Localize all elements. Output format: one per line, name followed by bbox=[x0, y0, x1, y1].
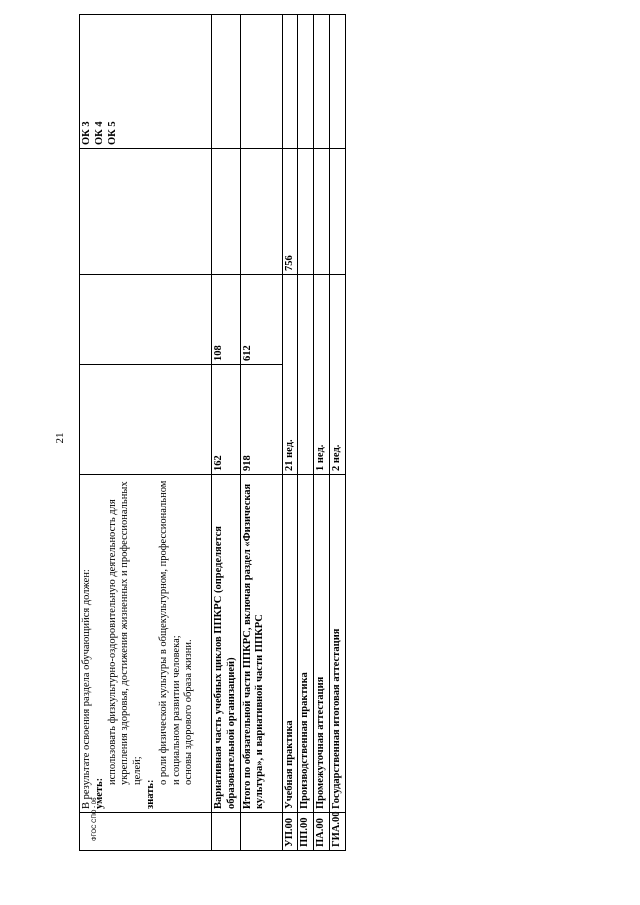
row-hours-max: 2 нед. bbox=[329, 275, 345, 475]
row-hours-max: 1 нед. bbox=[314, 275, 330, 475]
cell-empty bbox=[329, 15, 345, 149]
table-row bbox=[80, 15, 212, 851]
row-name: Вариативная часть учебных циклов ППКРС (определяется образовательной организацией) bbox=[212, 475, 241, 813]
cell-empty bbox=[240, 149, 282, 275]
znat-label: знать: bbox=[144, 779, 156, 809]
cell-empty bbox=[80, 365, 212, 475]
curriculum-table-rotated bbox=[79, 15, 347, 851]
row-name: Учебная практика bbox=[282, 475, 298, 813]
competency: ОК 4 bbox=[93, 121, 105, 145]
cell-empty bbox=[80, 275, 212, 365]
row-code: УП.00 bbox=[282, 813, 298, 851]
cell-code bbox=[80, 813, 212, 851]
competency: ОК 3 bbox=[81, 121, 92, 145]
intro-text: В результате освоения раздела обучающийся должен: bbox=[81, 569, 92, 809]
table-row bbox=[314, 15, 330, 851]
cell-empty bbox=[314, 149, 330, 275]
row-hours-max bbox=[282, 275, 298, 475]
table-row bbox=[240, 15, 282, 851]
row-hours-required: 612 bbox=[240, 275, 282, 365]
znat-text-1: о роли физической культуры в общекультурном, профессиональном и социальном развитии человека; bbox=[157, 480, 182, 785]
row-hours-max: 162 bbox=[212, 365, 241, 475]
table-row bbox=[282, 15, 298, 851]
page-number: 21 bbox=[54, 432, 66, 444]
cell-content bbox=[80, 475, 212, 813]
competency: ОК 5 bbox=[106, 121, 118, 145]
footer-code: ФГОС СПО - 06 bbox=[92, 797, 98, 841]
table-row bbox=[212, 15, 241, 851]
cell-empty bbox=[329, 149, 345, 275]
row-code: ПА.00 bbox=[314, 813, 330, 851]
cell-empty bbox=[212, 149, 241, 275]
row-code bbox=[240, 813, 282, 851]
znat-text-2: основы здорового образа жизни. bbox=[183, 639, 195, 785]
cell-empty bbox=[240, 15, 282, 149]
umet-label: уметь: bbox=[93, 777, 105, 809]
row-hours-required: 108 bbox=[212, 275, 241, 365]
row-hours-max: 918 bbox=[240, 365, 282, 475]
row-code bbox=[212, 813, 241, 851]
cell-empty bbox=[298, 149, 314, 275]
row-code: ГИА.00 bbox=[329, 813, 345, 851]
cell-empty bbox=[282, 15, 298, 149]
row-name: Итого по обязательной части ППКРС, включая раздел «Физическая культура», и вариативной части ППКРС bbox=[240, 475, 282, 813]
row-hours-max bbox=[298, 275, 314, 475]
curriculum-table bbox=[79, 14, 346, 851]
weeks-value: 21 нед. bbox=[283, 439, 295, 471]
row-name: Промежуточная аттестация bbox=[314, 475, 330, 813]
row-name: Государственная итоговая аттестация bbox=[329, 475, 345, 813]
row-hours-required: 756 bbox=[282, 149, 298, 275]
cell-empty bbox=[80, 149, 212, 275]
row-name: Производственная практика bbox=[298, 475, 314, 813]
cell-empty bbox=[314, 15, 330, 149]
cell-competencies bbox=[80, 15, 212, 149]
table-row bbox=[329, 15, 345, 851]
table-row bbox=[298, 15, 314, 851]
row-code: ПП.00 bbox=[298, 813, 314, 851]
cell-empty bbox=[298, 15, 314, 149]
cell-empty bbox=[212, 15, 241, 149]
umet-text: использовать физкультурно-оздоровительную деятельность для укрепления здоровья, достижения жизненных и профессиональных целей; bbox=[106, 481, 144, 785]
